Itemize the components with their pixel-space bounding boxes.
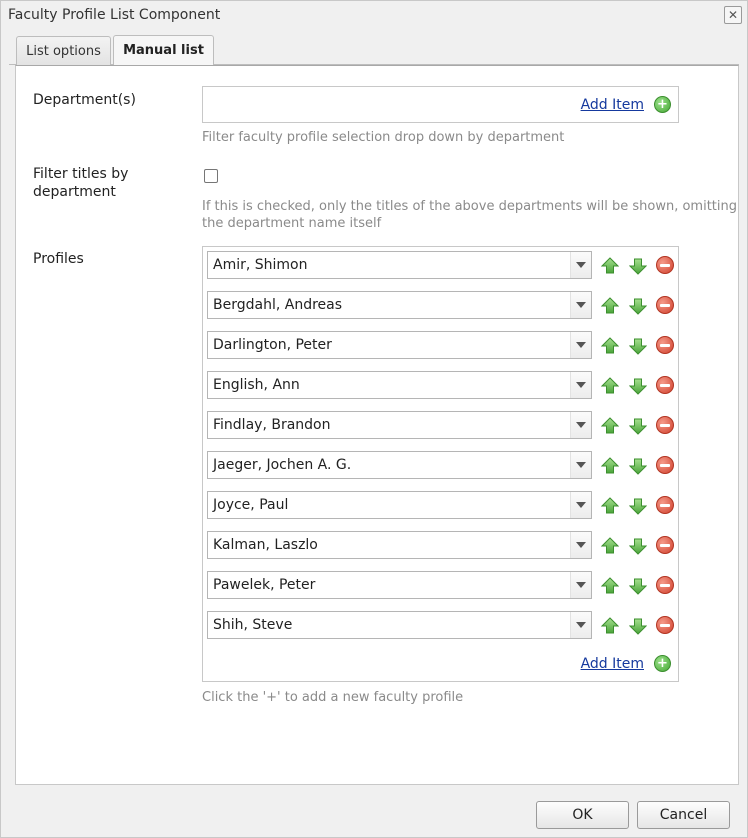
remove-icon[interactable] [656,296,674,314]
move-down-icon[interactable] [629,417,647,435]
profile-row [207,411,677,439]
tab-list-options[interactable]: List options [16,36,111,65]
move-down-icon[interactable] [629,257,647,275]
profile-row [207,571,677,599]
departments-field [202,86,679,123]
profile-select-value: Joyce, Paul [213,497,289,513]
remove-icon[interactable] [656,456,674,474]
move-up-icon[interactable] [601,377,619,395]
tab-bar [9,34,739,65]
profile-select-value: Shih, Steve [213,617,293,633]
profile-select[interactable] [207,331,592,359]
dialog-title: Faculty Profile List Component [8,7,221,23]
profile-select-value: Bergdahl, Andreas [213,297,343,313]
manual-list-panel [15,65,739,785]
profile-row [207,331,677,359]
move-up-icon[interactable] [601,417,619,435]
profiles-add-item-button[interactable] [581,655,671,672]
profile-row [207,371,677,399]
move-up-icon[interactable] [601,537,619,555]
chevron-down-icon[interactable] [570,332,591,358]
profile-select-value: Pawelek, Peter [213,577,316,593]
departments-label: Department(s) [33,92,136,108]
profile-select[interactable] [207,411,592,439]
move-down-icon[interactable] [629,617,647,635]
remove-icon[interactable] [656,376,674,394]
remove-icon[interactable] [656,496,674,514]
move-down-icon[interactable] [629,537,647,555]
remove-icon[interactable] [656,616,674,634]
profiles-hint: Click the '+' to add a new faculty profile [202,690,464,705]
move-down-icon[interactable] [629,297,647,315]
chevron-down-icon[interactable] [570,612,591,638]
profile-select-value: Findlay, Brandon [213,417,331,433]
move-up-icon[interactable] [601,297,619,315]
filter-titles-checkbox[interactable] [204,169,218,183]
profile-select-value: Kalman, Laszlo [213,537,318,553]
move-up-icon[interactable] [601,257,619,275]
profile-select[interactable] [207,571,592,599]
chevron-down-icon[interactable] [570,532,591,558]
tab-manual-list[interactable]: Manual list [113,35,214,66]
profile-select[interactable] [207,531,592,559]
filter-titles-label-line2: department [33,184,116,200]
move-down-icon[interactable] [629,377,647,395]
profile-select[interactable] [207,451,592,479]
remove-icon[interactable] [656,576,674,594]
profile-row [207,451,677,479]
profiles-label: Profiles [33,251,84,267]
profile-select[interactable] [207,491,592,519]
filter-titles-hint-line2: the department name itself [202,216,382,231]
plus-circle-icon[interactable]: + [654,655,671,672]
cancel-button[interactable]: Cancel [637,801,730,829]
profile-select-value: Jaeger, Jochen A. G. [213,457,352,473]
chevron-down-icon[interactable] [570,452,591,478]
profile-select[interactable] [207,251,592,279]
chevron-down-icon[interactable] [570,252,591,278]
profiles-list [202,246,679,682]
chevron-down-icon[interactable] [570,292,591,318]
move-down-icon[interactable] [629,497,647,515]
ok-button[interactable]: OK [536,801,629,829]
profile-select[interactable] [207,371,592,399]
profile-select[interactable] [207,291,592,319]
move-up-icon[interactable] [601,617,619,635]
remove-icon[interactable] [656,336,674,354]
remove-icon[interactable] [656,416,674,434]
filter-titles-hint-line1: If this is checked, only the titles of the above departments will be shown, omitting [202,199,737,214]
profile-row [207,291,677,319]
move-up-icon[interactable] [601,577,619,595]
profile-select[interactable] [207,611,592,639]
close-icon[interactable]: ✕ [724,6,742,24]
add-item-link[interactable]: Add Item [580,96,644,113]
profile-row [207,611,677,639]
chevron-down-icon[interactable] [570,492,591,518]
add-item-link[interactable]: Add Item [580,655,644,672]
move-down-icon[interactable] [629,337,647,355]
move-down-icon[interactable] [629,577,647,595]
profile-row [207,251,677,279]
move-up-icon[interactable] [601,457,619,475]
profile-select-value: Amir, Shimon [213,257,308,273]
filter-titles-label-line1: Filter titles by [33,166,129,182]
title-bar [1,1,747,31]
chevron-down-icon[interactable] [570,412,591,438]
remove-icon[interactable] [656,536,674,554]
dialog-footer [1,787,747,837]
remove-icon[interactable] [656,256,674,274]
profile-select-value: English, Ann [213,377,300,393]
departments-hint: Filter faculty profile selection drop down by department [202,130,565,145]
profile-row [207,531,677,559]
profile-select-value: Darlington, Peter [213,337,332,353]
plus-circle-icon[interactable]: + [654,96,671,113]
move-up-icon[interactable] [601,337,619,355]
departments-add-item-button[interactable] [581,96,671,113]
profile-row [207,491,677,519]
chevron-down-icon[interactable] [570,372,591,398]
move-up-icon[interactable] [601,497,619,515]
move-down-icon[interactable] [629,457,647,475]
chevron-down-icon[interactable] [570,572,591,598]
